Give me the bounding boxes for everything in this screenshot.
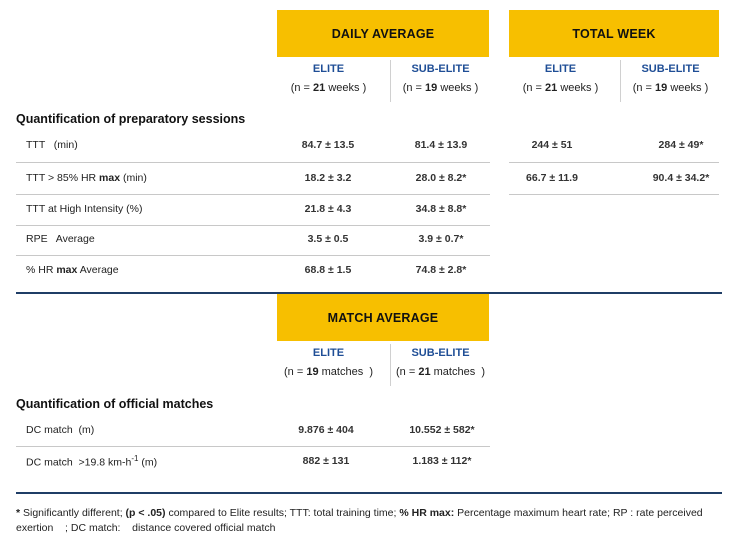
- cell-daily-subelite: 3.9 ± 0.7*: [418, 233, 464, 245]
- col-n: (n = 19 weeks ): [402, 82, 479, 94]
- cell-match-elite: 9.876 ± 404: [298, 424, 354, 436]
- row-divider: [509, 194, 719, 195]
- cell-match-elite: 882 ± 131: [302, 455, 350, 467]
- divider: [390, 344, 391, 386]
- cell-daily-elite: 21.8 ± 4.3: [304, 203, 352, 215]
- col-match-subelite: [391, 344, 490, 382]
- col-daily-elite: [277, 60, 380, 98]
- col-week-subelite: [621, 60, 720, 98]
- section-title-matches: Quantification of official matches: [16, 397, 214, 411]
- row-label: DC match (m): [26, 424, 95, 436]
- row-divider: [16, 162, 490, 163]
- row-label: RPE Average: [26, 233, 95, 245]
- col-name: ELITE: [312, 347, 345, 359]
- cell-week-subelite: 284 ± 49*: [658, 139, 704, 151]
- cell-week-subelite: 90.4 ± 34.2*: [652, 172, 710, 184]
- cell-daily-elite: 68.8 ± 1.5: [304, 264, 352, 276]
- section-title-preparatory: Quantification of preparatory sessions: [16, 112, 246, 126]
- footnote: * Significantly different; (p < .05) compared to Elite results; TTT: total training time; % HR max: Percentage maximum heart rate; RP : rate perceived exertion ; DC match: distance covered official match: [16, 507, 706, 534]
- match-average-header: MATCH AVERAGE: [277, 294, 489, 341]
- daily-average-header: DAILY AVERAGE: [277, 10, 489, 57]
- total-week-header: TOTAL WEEK: [509, 10, 719, 57]
- divider: [620, 60, 621, 102]
- divider: [390, 60, 391, 102]
- row-divider: [16, 194, 490, 195]
- cell-week-elite: 244 ± 51: [531, 139, 573, 151]
- row-label: % HR max Average: [26, 264, 119, 276]
- row-divider: [16, 255, 490, 256]
- cell-daily-elite: 84.7 ± 13.5: [301, 139, 355, 151]
- col-name: ELITE: [544, 63, 577, 75]
- cell-daily-elite: 3.5 ± 0.5: [307, 233, 349, 245]
- row-label: TTT at High Intensity (%): [26, 203, 143, 215]
- cell-daily-subelite: 74.8 ± 2.8*: [415, 264, 467, 276]
- cell-daily-subelite: 81.4 ± 13.9: [414, 139, 468, 151]
- col-n: (n = 21 matches ): [396, 366, 485, 378]
- row-label: DC match >19.8 $km-h^{-1}$ (m): [26, 454, 158, 469]
- row-divider: [16, 225, 490, 226]
- cell-daily-subelite: 28.0 ± 8.2*: [415, 172, 467, 184]
- row-divider: [16, 446, 490, 447]
- col-name: SUB-ELITE: [411, 63, 470, 75]
- row-label: TTT (min): [26, 139, 78, 151]
- col-name: SUB-ELITE: [411, 347, 470, 359]
- col-match-elite: [277, 344, 380, 382]
- col-daily-subelite: [391, 60, 490, 98]
- row-divider: [509, 162, 719, 163]
- cell-daily-elite: 18.2 ± 3.2: [304, 172, 352, 184]
- col-n: (n = 21 weeks ): [522, 82, 599, 94]
- cell-match-subelite: 1.183 ± 112*: [412, 455, 472, 467]
- col-week-elite: [509, 60, 612, 98]
- col-n: (n = 19 weeks ): [632, 82, 709, 94]
- col-name: ELITE: [312, 63, 345, 75]
- cell-week-elite: 66.7 ± 11.9: [526, 172, 578, 184]
- col-name: SUB-ELITE: [641, 63, 700, 75]
- col-n: (n = 21 weeks ): [290, 82, 367, 94]
- cell-match-subelite: 10.552 ± 582*: [409, 424, 475, 436]
- cell-daily-subelite: 34.8 ± 8.8*: [415, 203, 467, 215]
- table-divider: [16, 492, 722, 494]
- row-label: TTT > 85% HR max (min): [26, 172, 147, 184]
- col-n: (n = 19 matches ): [284, 366, 373, 378]
